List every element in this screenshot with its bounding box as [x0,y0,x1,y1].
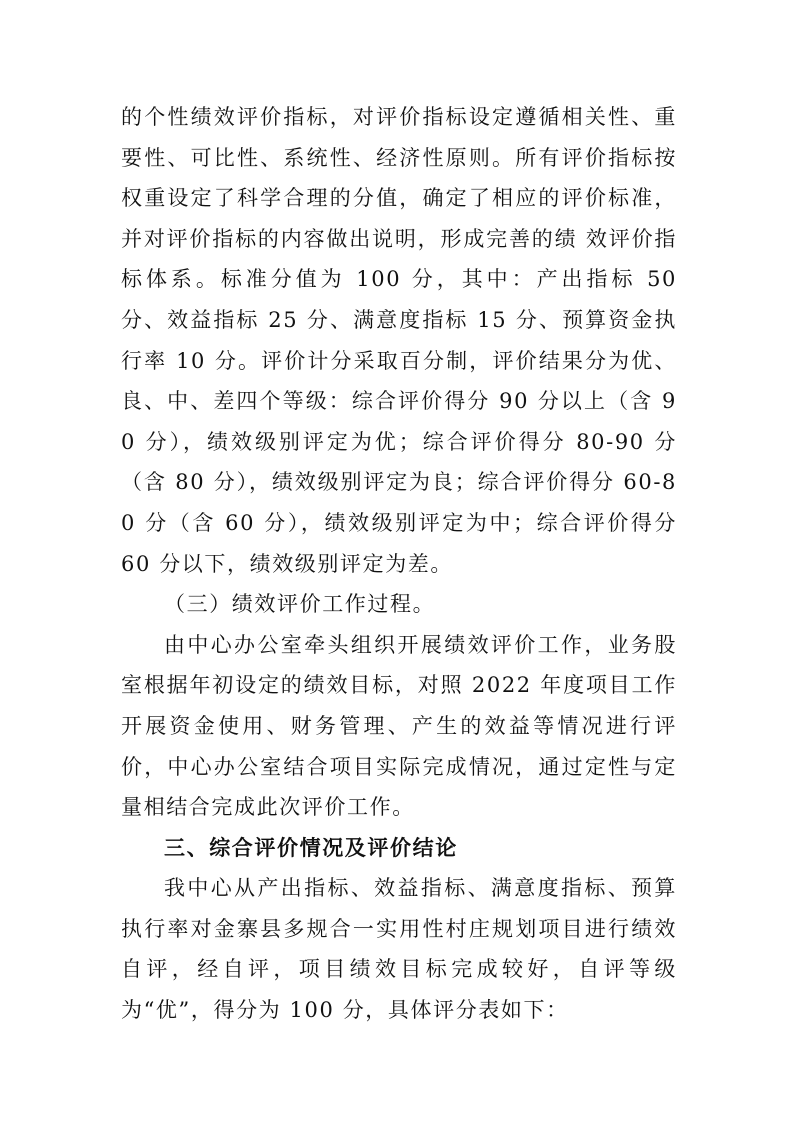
paragraph-evaluation-indicators: 的个性绩效评价指标，对评价指标设定遵循相关性、重要性、可比性、系统性、经济性原则。所有评价指标按权重设定了科学合理的分值，确定了相应的评价标准，并对评价指标的内容做出说明，形成完善的绩 效评价指标体系。标准分值为 100 分，其中：产出指标 50 分、效益指标 25 分、满意度指标 15 分、预算资金执行率 10 分。评价计分采取百分制，评价结果分为优、良、中、差四个等级：综合评价得分 90 分以上（含 90 分），绩效级别评定为优；综合评价得分 80-90 分（含 80 分），绩效级别评定为良；综合评价得分 60-80 分（含 60 分），绩效级别评定为中；综合评价得分 60 分以下，绩效级别评定为差。 [121,105,677,576]
paragraph-conclusion: 我中心从产出指标、效益指标、满意度指标、预算执行率对金寨县多规合一实用性村庄规划项目进行绩效自评，经自评，项目绩效目标完成较好，自评等级为“优”，得分为 100 分，具体评分表如下： [121,876,677,1023]
paragraph-evaluation-process: 由中心办公室牵头组织开展绩效评价工作，业务股室根据年初设定的绩效目标，对照 2022 年度项目工作开展资金使用、财务管理、产生的效益等情况进行评价，中心办公室结合项目实际完成情况，通过定性与定量相结合完成此次评价工作。 [121,632,677,820]
document-body [121,97,677,1031]
section-heading-conclusion: 三、综合评价情况及评价结论 [164,835,458,860]
subheading-evaluation-process: （三）绩效评价工作过程。 [164,592,436,617]
